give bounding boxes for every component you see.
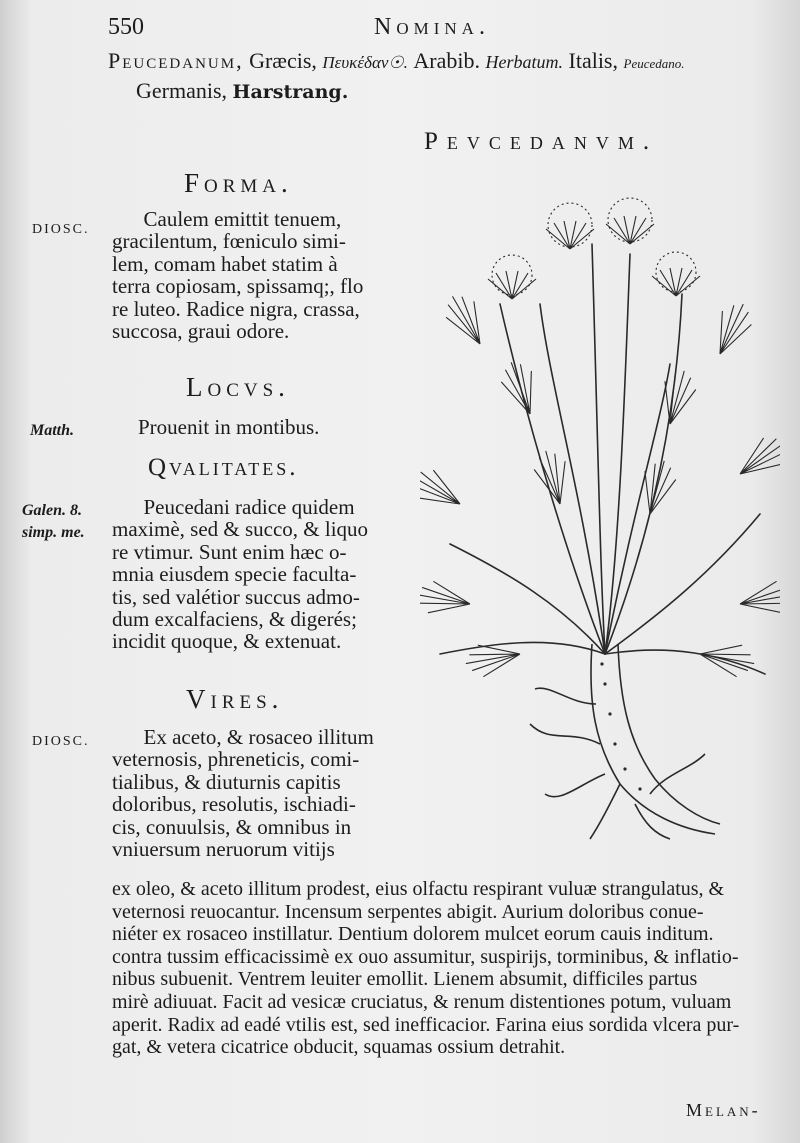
heading-qualitates: Qvalitates. xyxy=(148,454,299,481)
arabic-label: Arabib. xyxy=(413,48,480,73)
margin-note-diosc: DIOSC. xyxy=(32,222,90,237)
italian-label: Italis, xyxy=(568,48,618,73)
german-word: Harstrang. xyxy=(232,81,349,103)
text-line: Peucedani radice quidem xyxy=(112,495,355,519)
text-line: veternosis, phreneticis, comi- xyxy=(112,747,360,772)
text-line: re luteo. Radice nigra, crassa, xyxy=(112,296,360,321)
margin-note-galen: Galen. 8. xyxy=(22,502,82,519)
text-line: contra tussim efficacissimè ex ouo assumitur, suspirijs, torminibus, & inflatio- xyxy=(112,945,739,968)
greek-word: Πευκέδαν☉. xyxy=(322,53,408,72)
text-line: re vtimur. Sunt enim hæc o- xyxy=(112,539,347,564)
text-line: incidit quoque, & extenuat. xyxy=(112,629,342,654)
text-line: Ex aceto, & rosaceo illitum xyxy=(112,725,374,749)
heading-vires: Vires. xyxy=(186,684,284,714)
heading-forma: Forma. xyxy=(184,168,293,198)
text-line: cis, conuulsis, & omnibus in xyxy=(112,814,352,839)
text-line: Caulem emittit tenuem, xyxy=(112,207,342,231)
text-line: vniuersum neruorum vitijs xyxy=(112,837,335,862)
text-line: aperit. Radix ad eadé vtilis est, sed inefficacior. Farina eius sordida vlcera pur- xyxy=(112,1013,740,1036)
arabic-word: Herbatum. xyxy=(485,52,563,72)
text-line: mnia eiusdem specie faculta- xyxy=(112,562,357,587)
margin-note-diosc-2: DIOSC. xyxy=(32,734,90,749)
qualitates-text xyxy=(112,496,368,653)
text-line: tialibus, & diuturnis capitis xyxy=(112,769,341,794)
text-line: nibus subuenit. Ventrem leuiter emollit. Lienem absumit, difficiles partus xyxy=(112,968,698,991)
plant-name: Peucedanum, xyxy=(108,48,244,73)
text-line: gracilentum, fœniculo simi- xyxy=(112,229,346,254)
text-line: Prouenit in montibus. xyxy=(138,415,320,439)
text-line: terra copiosam, spissamq;, flo xyxy=(112,274,364,299)
heading-locus: Locvs. xyxy=(186,372,290,402)
text-line: maximè, sed & succo, & liquo xyxy=(112,517,369,542)
woodcut-plant-illustration xyxy=(420,184,780,844)
running-title: Nomina. xyxy=(374,14,490,40)
locus-text xyxy=(138,416,319,438)
text-line: doloribus, resolutis, ischiadi- xyxy=(112,792,356,817)
text-line: mirè adiuuat. Facit ad vesicæ cruciatus, & renum distentiones potum, vuluam xyxy=(112,990,732,1013)
text-line: veternosi reuocantur. Incensum serpentes abigit. Aurium doloribus conue- xyxy=(112,900,704,923)
text-line: tis, sed valétior succus admo- xyxy=(112,584,360,609)
margin-note-simp: simp. me. xyxy=(22,524,85,541)
plant-title: Pevcedanvm. xyxy=(424,128,659,155)
german-label: Germanis, xyxy=(136,78,228,103)
greek-label: Græcis, xyxy=(249,48,317,73)
text-line: dum excalfaciens, & digerés; xyxy=(112,607,357,632)
vires-text-full xyxy=(112,878,739,1059)
catchword: Melan- xyxy=(686,1100,761,1120)
text-line: succosa, graui odore. xyxy=(112,319,290,344)
names-line-2 xyxy=(136,78,348,104)
text-line: lem, comam habet statim à xyxy=(112,251,338,276)
text-line: niéter ex rosaceo instillatur. Dentium dolorem mulcet eorum cauis inditum. xyxy=(112,923,714,946)
forma-text xyxy=(112,208,363,342)
vires-text-narrow xyxy=(112,726,374,860)
page-number: 550 xyxy=(108,14,144,40)
names-line-1 xyxy=(108,48,685,74)
text-line: ex oleo, & aceto illitum prodest, eius olfactu respirant vuluæ strangulatus, & xyxy=(112,878,725,900)
italian-word: Peucedano. xyxy=(623,56,685,71)
margin-note-matth: Matth. xyxy=(30,422,75,439)
text-line: gat, & vetera cicatrice obducit, squamas ossium detrahit. xyxy=(112,1036,566,1059)
